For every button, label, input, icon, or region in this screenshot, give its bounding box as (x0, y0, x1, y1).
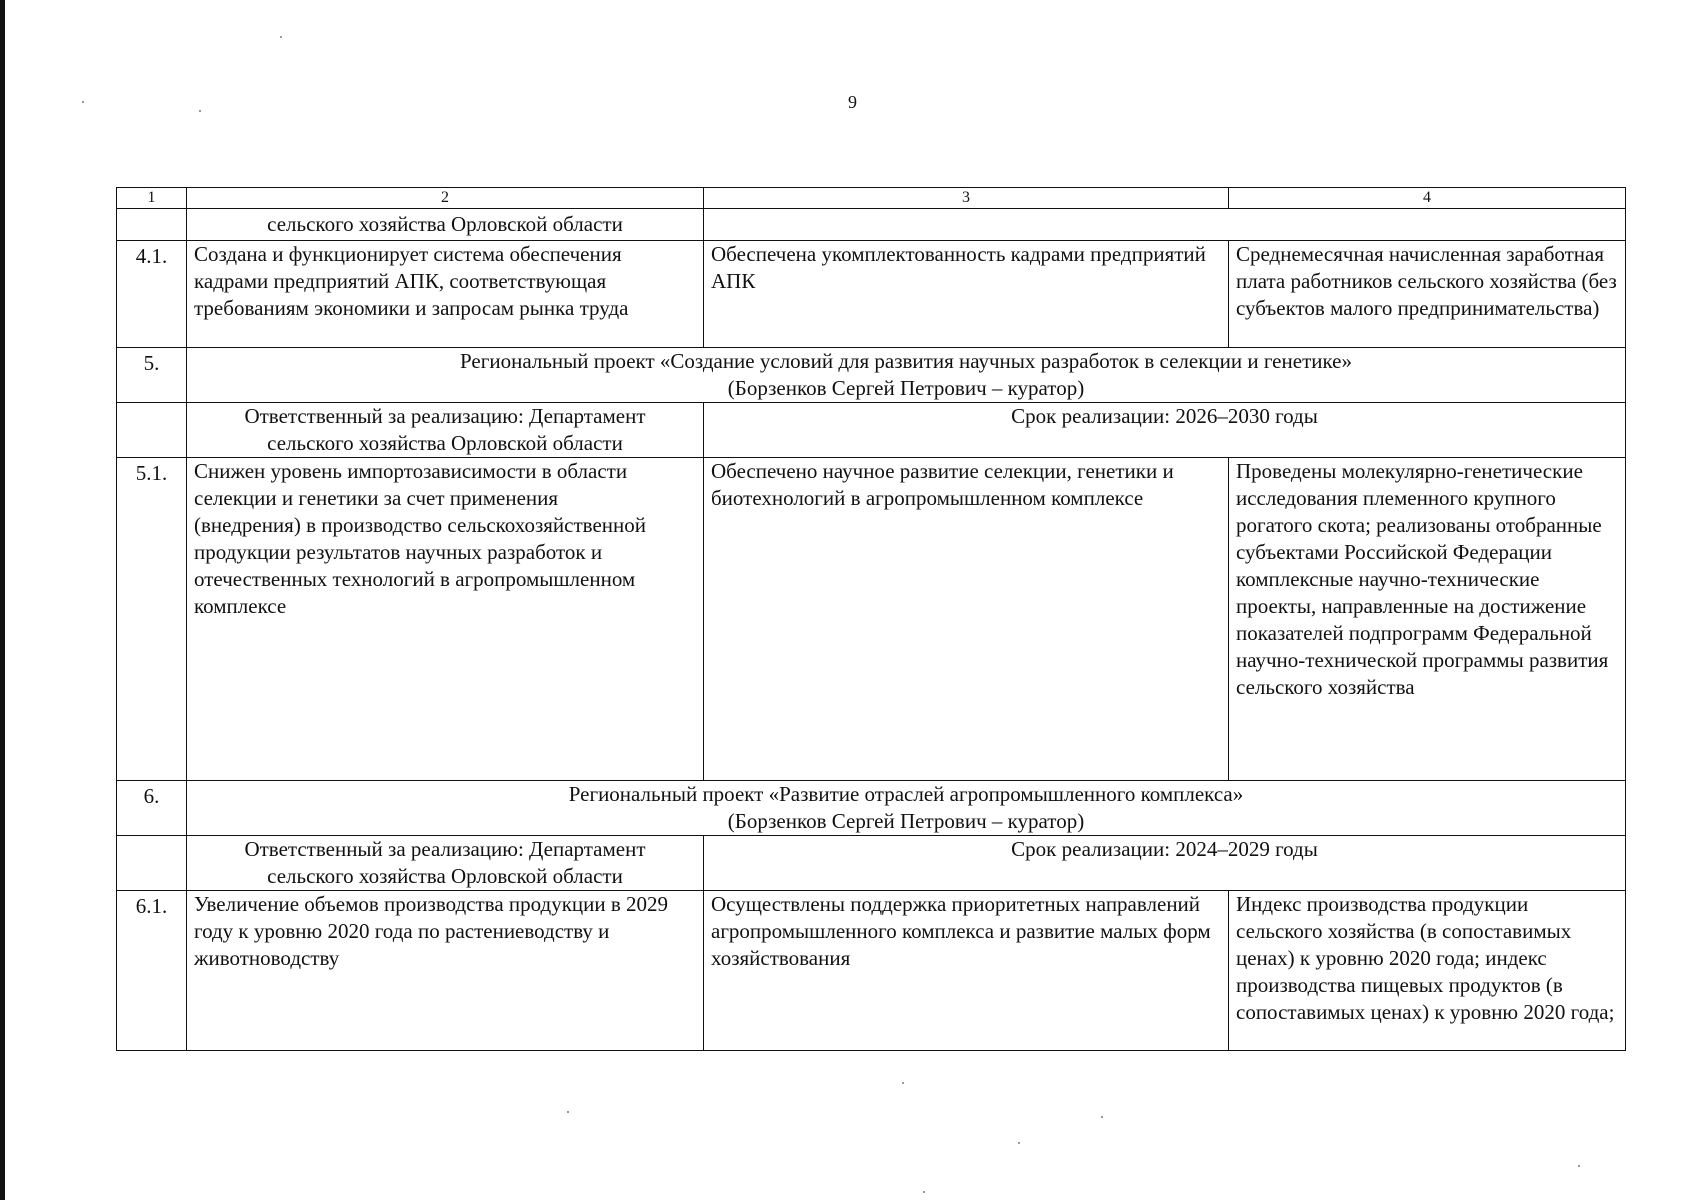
row-number: 6.1. (117, 891, 187, 1051)
term-cell: Срок реализации: 2026–2030 годы (704, 403, 1626, 458)
scan-speck (1101, 1116, 1103, 1118)
scan-speck (82, 101, 84, 103)
scan-speck (1578, 1165, 1580, 1167)
scan-speck (567, 1111, 569, 1113)
responsible-cell: Ответственный за реализацию: Департамент сельского хозяйства Орловской области (187, 403, 704, 458)
project-title-cell (187, 348, 1626, 403)
column-number: 3 (704, 188, 1229, 209)
project-title: Региональный проект «Создание условий для развития научных разработок в селекции и генетике» (460, 349, 1352, 373)
project-title-cell (187, 781, 1626, 836)
project-curator: (Борзенков Сергей Петрович – куратор) (727, 376, 1085, 400)
table-row (117, 241, 1626, 348)
project-curator: (Борзенков Сергей Петрович – куратор) (727, 809, 1085, 833)
result-cell: Обеспечено научное развитие селекции, генетики и биотехнологий в агропромышленном комплексе (704, 458, 1229, 781)
row-number: 5. (117, 348, 187, 403)
row-number: 4.1. (117, 241, 187, 348)
result-cell: Осуществлены поддержка приоритетных направлений агропромышленного комплекса и развитие малых форм хозяйствования (704, 891, 1229, 1051)
task-cell: Создана и функционирует система обеспечения кадрами предприятий АПК, соответствующая требованиям экономики и запросам рынка труда (187, 241, 704, 348)
scan-speck (923, 1191, 925, 1193)
row-number: 6. (117, 781, 187, 836)
scan-speck (280, 36, 282, 38)
task-cell: Увеличение объемов производства продукции в 2029 году к уровню 2020 года по растениеводству и животноводству (187, 891, 704, 1051)
scan-edge (0, 0, 5, 1200)
scan-speck (1018, 1142, 1020, 1144)
table-row (117, 836, 1626, 891)
table-row (117, 781, 1626, 836)
responsible-cell: Ответственный за реализацию: Департамент сельского хозяйства Орловской области (187, 836, 704, 891)
responsible-cell: сельского хозяйства Орловской области (187, 209, 704, 241)
term-cell: Срок реализации: 2024–2029 годы (704, 836, 1626, 891)
page-number: 9 (848, 92, 857, 112)
task-cell: Снижен уровень импортозависимости в области селекции и генетики за счет применения (внедрения) в производство сельскохозяйственной продукции результатов научных разработок и отечественных технологий в агропромышленном комплексе (187, 458, 704, 781)
column-number-row (117, 188, 1626, 209)
column-number: 1 (117, 188, 187, 209)
table-row (117, 348, 1626, 403)
result-cell: Обеспечена укомплектованность кадрами предприятий АПК (704, 241, 1229, 348)
indicator-cell: Среднемесячная начисленная заработная плата работников сельского хозяйства (без субъектов малого предпринимательства) (1229, 241, 1626, 348)
activities-table (116, 187, 1626, 1051)
scan-speck (199, 110, 201, 112)
table-row (117, 458, 1626, 781)
table-row (117, 209, 1626, 241)
table-row (117, 891, 1626, 1051)
project-title: Региональный проект «Развитие отраслей агропромышленного комплекса» (568, 782, 1244, 806)
table-row (117, 403, 1626, 458)
scan-speck (902, 1082, 904, 1084)
indicator-cell: Проведены молекулярно-генетические исследования племенного крупного рогатого скота; реализованы отобранные субъектами Российской Федерации комплексные научно-технические проекты, направленные на достижение показателей подпрограмм Федеральной научно-технической программы развития сельского хозяйства (1229, 458, 1626, 781)
column-number: 4 (1229, 188, 1626, 209)
row-number: 5.1. (117, 458, 187, 781)
column-number: 2 (187, 188, 704, 209)
indicator-cell: Индекс производства продукции сельского хозяйства (в сопоставимых ценах) к уровню 2020 года; индекс производства пищевых продуктов (в сопоставимых ценах) к уровню 2020 года; (1229, 891, 1626, 1051)
